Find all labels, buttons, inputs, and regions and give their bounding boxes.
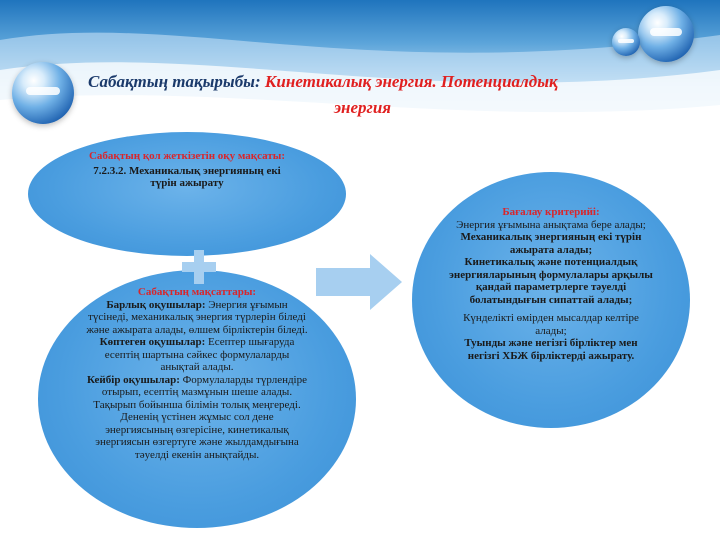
criteria-heading: Бағалау критерийі: <box>502 206 600 218</box>
orb-icon <box>12 62 74 124</box>
goal-text: 7.2.3.2. Механикалық энергияның екі түрін ажырату <box>93 164 281 189</box>
title-topic: Кинетикалық энергия. Потенциалдық <box>264 72 558 91</box>
most-students-text: Есептер шығаруда есептің шартына сәйкес формулаларды анықтай алады. <box>104 336 295 373</box>
title-lead: Сабақтың тақырыбы: <box>88 72 261 91</box>
page-title <box>88 70 688 117</box>
criteria-line: Энергия ұғымына анықтама бере алады; <box>456 218 646 231</box>
goal-heading: Сабақтың қол жеткізетін оқу мақсаты: <box>88 150 286 162</box>
some-students-label: Кейбір оқушылар: <box>86 373 180 386</box>
lesson-objectives-ellipse <box>38 270 356 528</box>
all-students-text: Энергия ұғымын түсінеді, механикалық энергия түрлерін біледі және ажырата алады, өлшем бірліктерін біледі. <box>86 298 308 336</box>
criteria-line: Кинетикалық және потенциалдық энергияларының формулалары арқылы қандай параметрлерге тәуелді болатындығын сипаттай алады; <box>449 256 653 306</box>
criteria-line: Күнделікті өмірден мысалдар келтіре алады; <box>463 312 639 337</box>
right-arrow-icon <box>316 254 402 310</box>
title-topic-line2: энергия <box>334 98 392 117</box>
learning-goal-ellipse <box>28 132 346 256</box>
all-students-label: Барлық оқушылар: <box>106 298 206 311</box>
objectives-heading: Сабақтың мақсаттары: <box>137 286 257 298</box>
assessment-criteria-ellipse <box>412 172 690 428</box>
criteria-line: Туынды және негізгі бірліктер мен негізгі ХБЖ бірліктерді ажырату. <box>464 337 638 362</box>
plus-icon <box>182 250 216 284</box>
criteria-line: Механикалық энергияның екі түрін ажырата алады; <box>460 231 642 256</box>
orb-icon <box>638 6 694 62</box>
some-students-text: Формулаларды түрлендіре отырып, есептің мазмұнын шеше алады. Тақырып бойынша білімін толық меңгереді. Дененің үстінен жұмыс сол дене энергиясының өзгерісіне, кинетикалық энергиясын өзгертуге және жылдамдығына тәуелді екенін анықтайды. <box>93 373 307 461</box>
most-students-label: Көптеген оқушылар: <box>99 336 206 348</box>
orb-icon <box>612 28 640 56</box>
